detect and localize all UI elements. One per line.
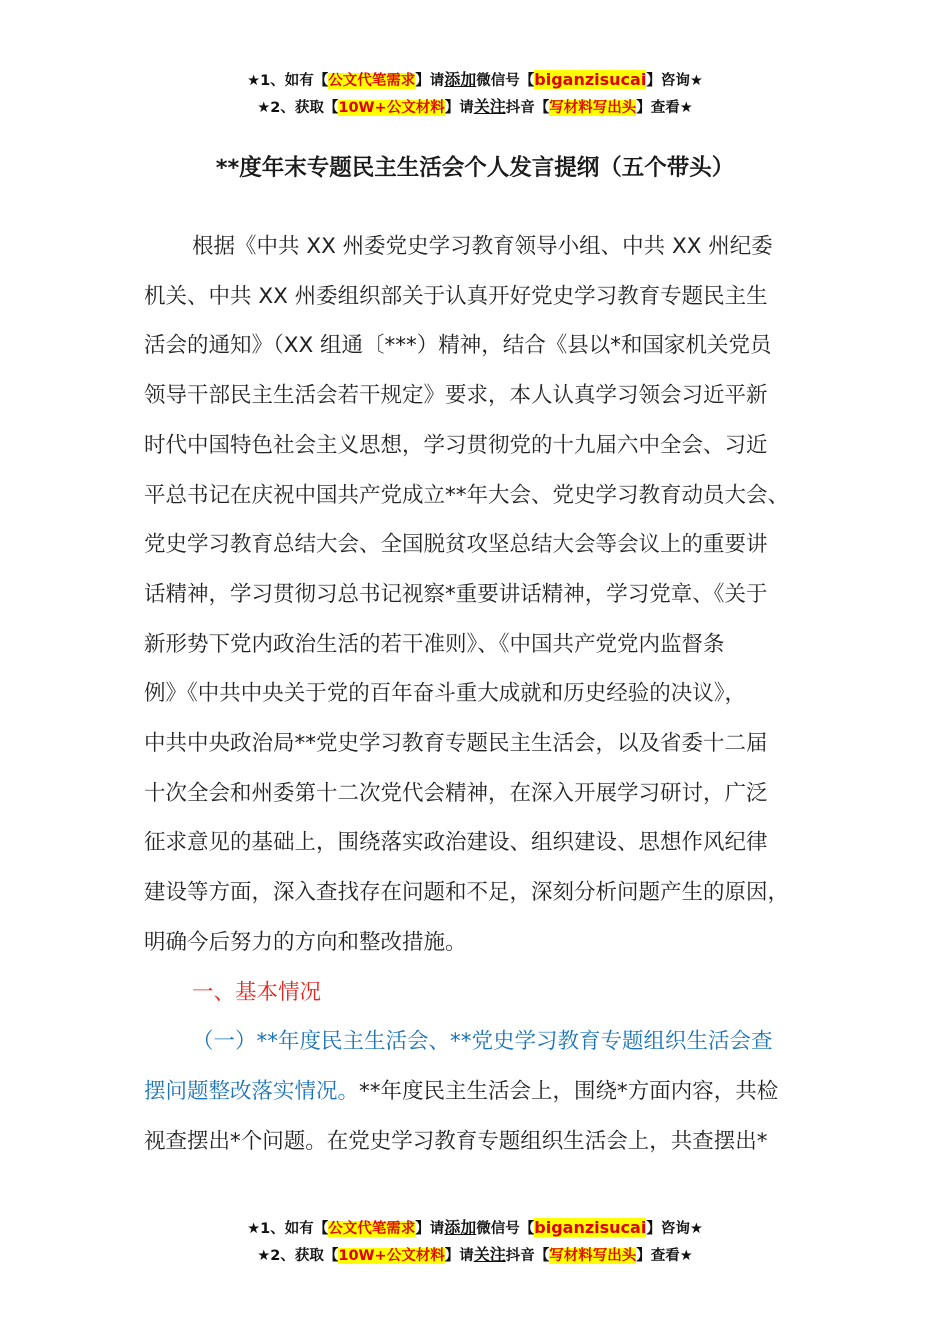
text-line: 明确今后努力的方向和整改措施。	[144, 929, 467, 955]
banner-underlined-text: 添加	[444, 1218, 477, 1237]
banner-text: 】请	[415, 1221, 445, 1237]
text-line: 视查摆出*个问题。在党史学习教育专题组织生活会上，共查摆出*	[144, 1128, 768, 1154]
text-line: 征求意见的基础上，围绕落实政治建设、组织建设、思想作风纪律	[144, 830, 768, 856]
text-line: 党史学习教育总结大会、全国脱贫攻坚总结大会等会议上的重要讲	[144, 532, 768, 558]
banner-line-2	[0, 1242, 950, 1269]
banner-text: ★1、如有【	[247, 1221, 329, 1237]
banner-highlight: 公文代笔需求	[328, 73, 416, 89]
banner-wechat-id: biganzisucai	[534, 70, 647, 89]
banner-highlight: 写材料写出头	[549, 100, 637, 116]
banner-line-2	[0, 94, 950, 121]
banner-text: 抖音【	[505, 1248, 550, 1264]
subsection-heading: （一）**年度民主生活会、**党史学习教育专题组织生活会查	[192, 1029, 773, 1055]
banner-underlined-text: 关注	[473, 97, 506, 116]
text-line: 建设等方面，深入查找存在问题和不足，深刻分析问题产生的原因，	[144, 880, 790, 906]
text-line: 领导干部民主生活会若干规定》要求，本人认真学习领会习近平新	[144, 383, 768, 409]
text-line: 时代中国特色社会主义思想，学习贯彻党的十九届六中全会、习近	[144, 432, 768, 458]
banner-text: 】查看★	[636, 100, 693, 116]
banner-text: 】请	[444, 1248, 474, 1264]
section-heading: 一、基本情况	[192, 979, 322, 1005]
banner-highlight: 写材料写出头	[549, 1248, 637, 1264]
banner-text: ★1、如有【	[247, 73, 329, 89]
subsection-text: **年度民主生活会上，围绕*方面内容，共检	[359, 1078, 779, 1104]
banner-text: 微信号【	[476, 73, 535, 89]
subsection-1-paragraph	[144, 1017, 809, 1166]
banner-underlined-text: 添加	[444, 70, 477, 89]
text-line: 话精神，学习贯彻习总书记视察*重要讲话精神，学习党章、《关于	[144, 581, 768, 607]
text-line: 根据《中共 XX 州委党史学习教育领导小组、中共 XX 州纪委	[192, 234, 773, 259]
banner-line-1	[0, 67, 950, 94]
text-line: 机关、中共 XX 州委组织部关于认真开好党史学习教育专题民主生	[144, 283, 768, 309]
text-line: 例》《中共中央关于党的百年奋斗重大成就和历史经验的决议》，	[144, 681, 747, 707]
text-line: 活会的通知》（XX 组通〔***）精神，结合《县以*和国家机关党员	[144, 333, 772, 359]
header-banner	[0, 67, 950, 121]
banner-line-1	[0, 1215, 950, 1242]
text-line: 十次全会和州委第十二次党代会精神，在深入开展学习研讨，广泛	[144, 780, 768, 806]
banner-text: 】请	[415, 73, 445, 89]
banner-text: 】查看★	[636, 1248, 693, 1264]
banner-text: 】咨询★	[646, 73, 703, 89]
banner-highlight: 10W+公文材料	[338, 1248, 445, 1264]
banner-text: 微信号【	[476, 1221, 535, 1237]
text-line	[144, 1067, 809, 1117]
banner-text: ★2、获取【	[257, 1248, 339, 1264]
banner-text: 抖音【	[505, 100, 550, 116]
banner-text: 】请	[444, 100, 474, 116]
banner-text: ★2、获取【	[257, 100, 339, 116]
banner-wechat-id: biganzisucai	[534, 1218, 647, 1237]
document-body	[144, 222, 809, 1166]
banner-highlight: 公文代笔需求	[328, 1221, 416, 1237]
subsection-heading: 摆问题整改落实情况。	[144, 1078, 360, 1104]
intro-paragraph	[144, 222, 809, 968]
banner-underlined-text: 关注	[473, 1245, 506, 1264]
text-line: 平总书记在庆祝中国共产党成立**年大会、党史学习教育动员大会、	[144, 482, 790, 508]
text-line: 中共中央政治局**党史学习教育专题民主生活会，以及省委十二届	[144, 731, 768, 757]
footer-banner	[0, 1215, 950, 1269]
document-title: **度年末专题民主生活会个人发言提纲（五个带头）	[215, 155, 735, 181]
banner-highlight: 10W+公文材料	[338, 100, 445, 116]
section-1-heading	[144, 968, 809, 1018]
text-line: 新形势下党内政治生活的若干准则》、《中国共产党党内监督条	[144, 631, 725, 657]
banner-text: 】咨询★	[646, 1221, 703, 1237]
